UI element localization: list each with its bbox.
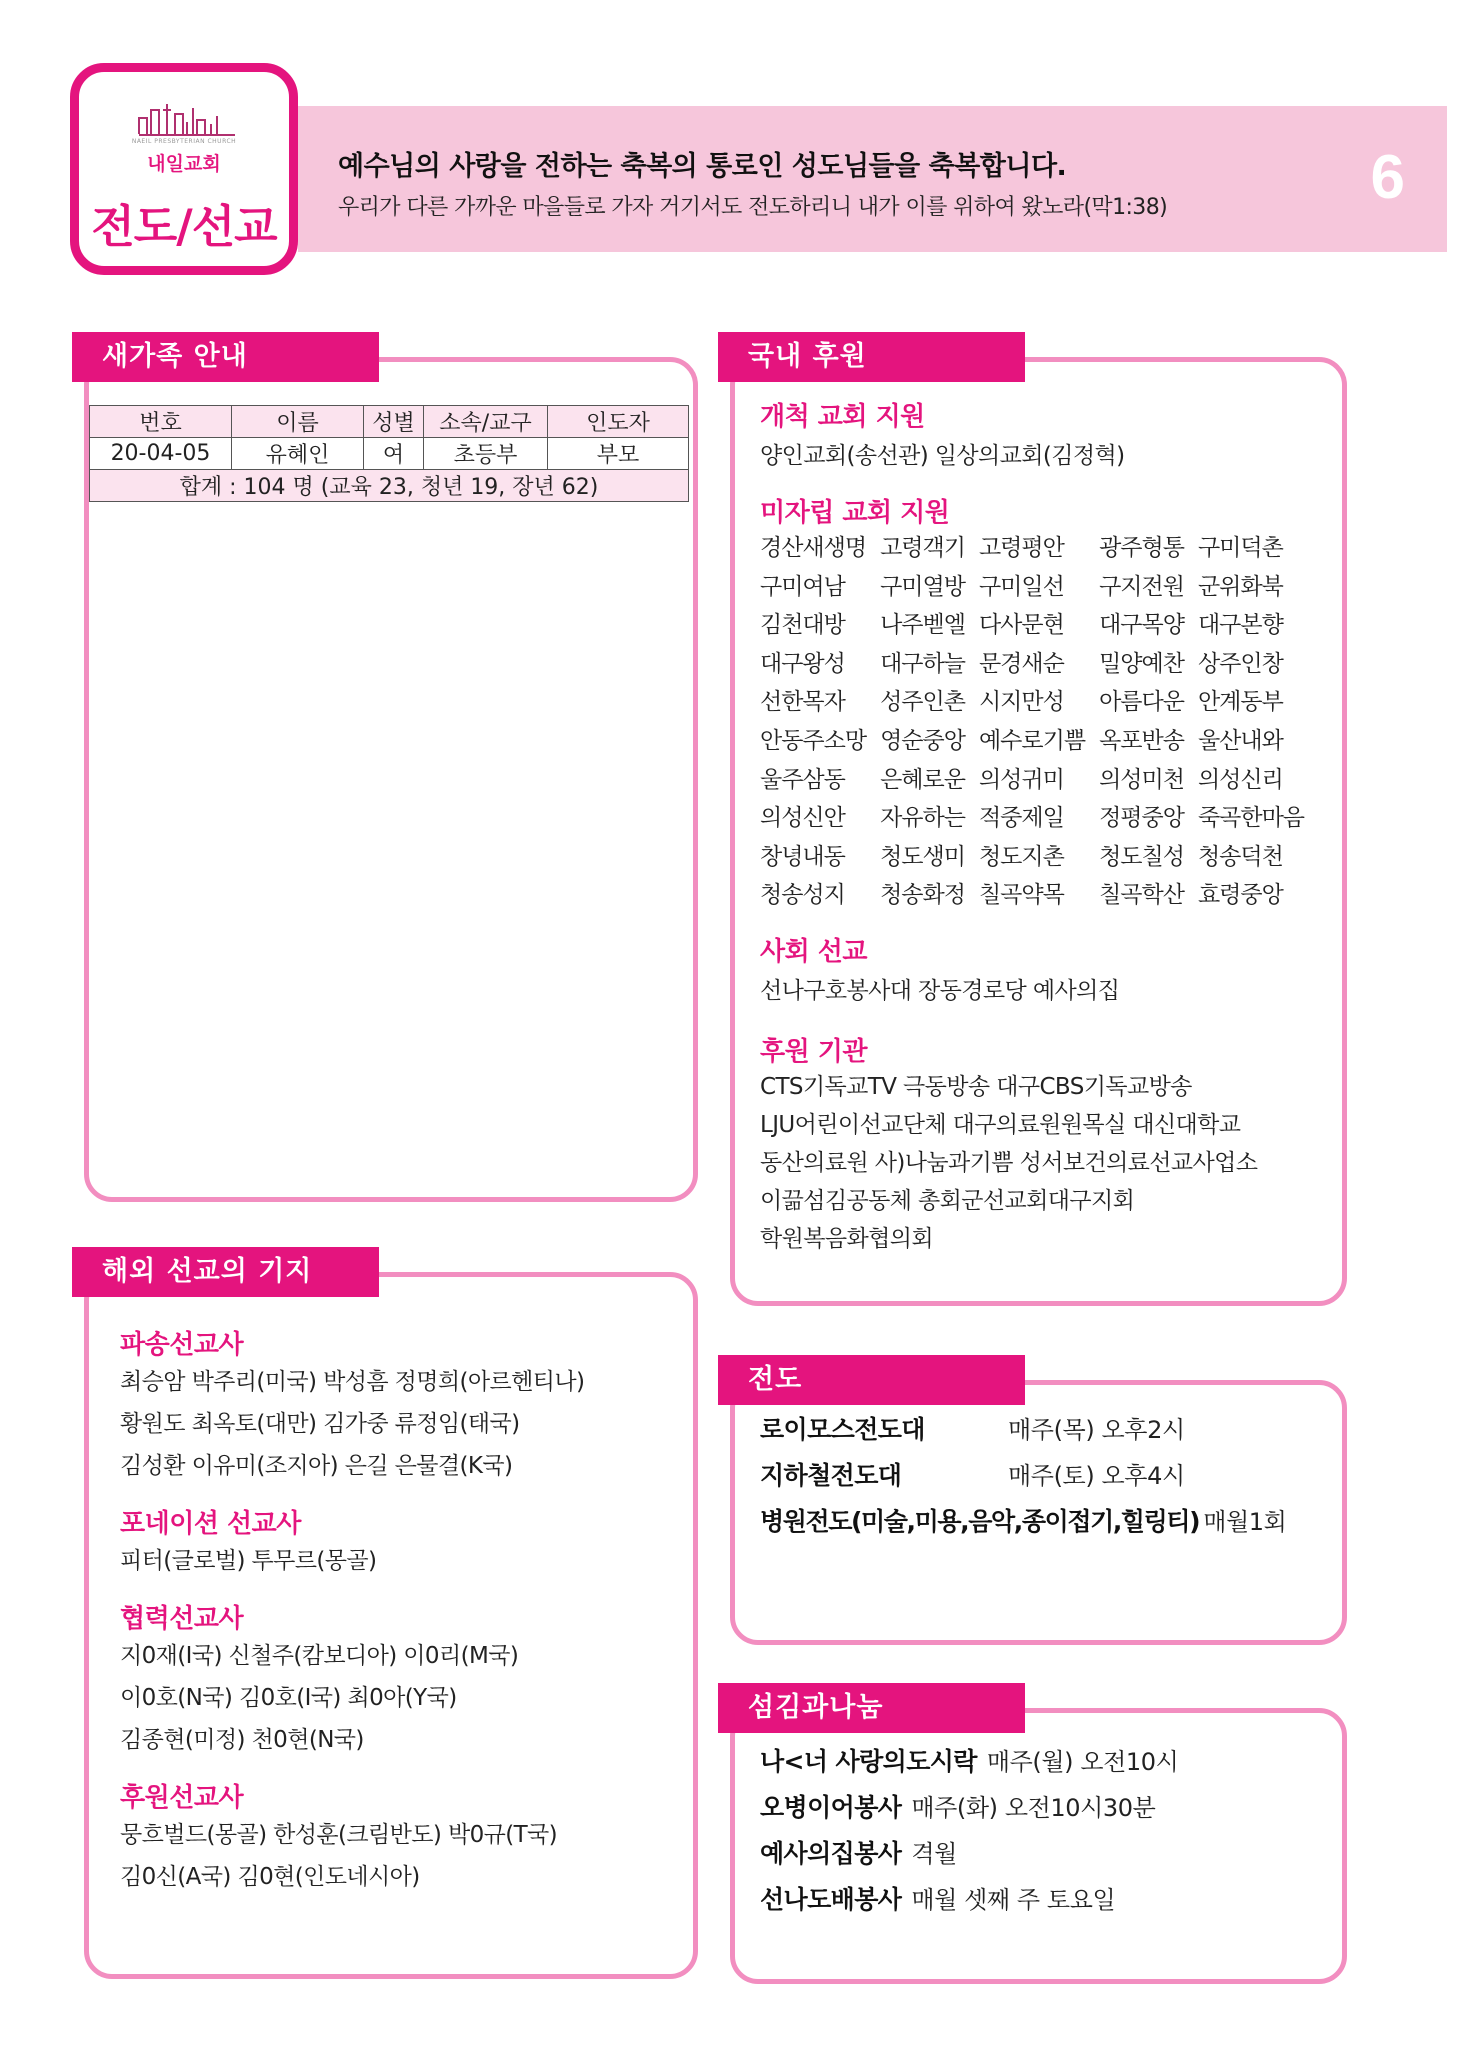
pioneer-title: 개척 교회 지원 bbox=[760, 402, 925, 432]
new-family-table bbox=[89, 405, 689, 502]
church-name: 청송성지 bbox=[760, 882, 845, 909]
church-name: 구미일선 bbox=[978, 573, 1064, 600]
church-name: 청송덕천 bbox=[1197, 843, 1283, 870]
service-schedule: 매주(화) 오전10시30분 bbox=[911, 1794, 1156, 1822]
church-name: 창녕내동 bbox=[760, 843, 845, 870]
col-name: 이름 bbox=[232, 406, 364, 438]
list-item: 동산의료원 사)나눔과기쁨 성서보건의료선교사업소 bbox=[760, 1149, 1258, 1176]
list-item: 김종현(미정) 천0현(N국) bbox=[120, 1727, 364, 1753]
church-name: 울산내와 bbox=[1197, 727, 1283, 754]
new-family-tag: 새가족 안내 bbox=[72, 332, 379, 382]
header-banner bbox=[298, 106, 1447, 252]
list-item: 학원복음화협의회 bbox=[760, 1225, 933, 1252]
evangelism-schedule: 매주(목) 오후2시 bbox=[1008, 1416, 1185, 1444]
logo-church-name: 내일교회 bbox=[147, 153, 221, 175]
header-blessing: 예수님의 사랑을 전하는 축복의 통로인 성도님들을 축복합니다. bbox=[338, 151, 1067, 182]
service-schedule: 매주(월) 오전10시 bbox=[986, 1748, 1179, 1776]
page-number: 6 bbox=[1370, 143, 1405, 212]
list-item bbox=[760, 1410, 1340, 1456]
church-name: 영순중앙 bbox=[880, 727, 965, 754]
church-name: 아름다운 bbox=[1099, 689, 1184, 716]
evangelism-label: 지하철전도대 bbox=[760, 1461, 902, 1490]
cell-gender: 여 bbox=[364, 438, 424, 470]
church-name: 나주벧엘 bbox=[880, 612, 965, 639]
church-name: 청도생미 bbox=[880, 843, 965, 870]
service-label: 나<너 사랑의도시락 bbox=[760, 1747, 977, 1776]
partner-missionary-title: 협력선교사 bbox=[120, 1604, 244, 1634]
church-name: 밀양예찬 bbox=[1099, 650, 1184, 677]
church-name: 시지만성 bbox=[978, 689, 1064, 716]
church-name: 대구본향 bbox=[1197, 612, 1283, 639]
support-org-list bbox=[760, 1068, 1340, 1258]
church-name: 구지전원 bbox=[1099, 573, 1184, 600]
church-name: 구미여남 bbox=[760, 573, 845, 600]
list-item bbox=[760, 1502, 1340, 1548]
church-name: 고령객기 bbox=[880, 535, 965, 561]
social-mission-title: 사회 선교 bbox=[760, 936, 868, 967]
church-name: 정평중앙 bbox=[1099, 805, 1184, 832]
church-name: 구미덕촌 bbox=[1197, 535, 1283, 561]
overseas-mission-tag: 해외 선교의 기지 bbox=[72, 1247, 379, 1297]
church-name: 문경새순 bbox=[978, 650, 1064, 677]
evangelism-label: 로이모스전도대 bbox=[760, 1415, 925, 1444]
church-name: 자유하는 bbox=[880, 805, 965, 832]
service-sharing-tag: 섬김과나눔 bbox=[718, 1683, 1025, 1733]
list-item bbox=[760, 1834, 1340, 1880]
list-item: 이끎섬김공동체 총회군선교회대구지회 bbox=[760, 1187, 1135, 1214]
list-item: 지0재(I국) 신철주(캄보디아) 이0리(M국) bbox=[120, 1643, 519, 1669]
evangelism-schedule: 매주(토) 오후4시 bbox=[1008, 1462, 1185, 1490]
church-name: 성주인촌 bbox=[880, 689, 965, 716]
church-name: 효령중앙 bbox=[1197, 882, 1283, 909]
table-header-row bbox=[90, 406, 689, 438]
church-name: 은혜로운 bbox=[880, 766, 965, 793]
list-item: 피터(글로벌) 투무르(몽골) bbox=[120, 1548, 377, 1574]
service-label: 오병이어봉사 bbox=[760, 1793, 902, 1822]
service-schedule: 매월 셋째 주 토요일 bbox=[911, 1886, 1116, 1914]
church-name: 칠곡약목 bbox=[978, 882, 1064, 909]
church-name: 의성신리 bbox=[1197, 766, 1283, 793]
service-label: 선나도배봉사 bbox=[760, 1885, 902, 1914]
church-logo-box bbox=[70, 63, 298, 275]
table-row bbox=[90, 438, 689, 470]
list-item: 최승암 박주리(미국) 박성흠 정명희(아르헨티나) bbox=[120, 1369, 585, 1395]
list-item: 뭉흐벌드(몽골) 한성훈(크림반도) 박0규(T국) bbox=[120, 1822, 558, 1848]
pioneer-text: 양인교회(송선관) 일상의교회(김정혁) bbox=[760, 443, 1125, 469]
church-name: 의성신안 bbox=[760, 805, 845, 832]
supported-missionary-title: 후원선교사 bbox=[120, 1783, 244, 1813]
church-name: 청도칠성 bbox=[1099, 843, 1184, 870]
church-name: 의성귀미 bbox=[978, 766, 1064, 793]
list-item: 황원도 최옥토(대만) 김가중 류정임(태국) bbox=[120, 1411, 520, 1437]
list-item: 김성환 이유미(조지아) 은길 은물결(K국) bbox=[120, 1453, 513, 1479]
col-gender: 성별 bbox=[364, 406, 424, 438]
church-name: 안동주소망 bbox=[760, 727, 867, 754]
church-name: 대구하늘 bbox=[880, 650, 965, 677]
cell-group: 초등부 bbox=[424, 438, 548, 470]
cell-guide: 부모 bbox=[548, 438, 689, 470]
church-name: 적중제일 bbox=[978, 805, 1064, 832]
church-name: 구미열방 bbox=[880, 573, 965, 600]
list-item bbox=[760, 1880, 1340, 1926]
church-name: 다사문현 bbox=[978, 612, 1064, 639]
col-number: 번호 bbox=[90, 406, 232, 438]
church-name: 선한목자 bbox=[760, 689, 845, 716]
service-list bbox=[760, 1742, 1340, 1926]
list-item bbox=[760, 1742, 1340, 1788]
church-name: 상주인창 bbox=[1197, 650, 1283, 677]
page-title: 전도/선교 bbox=[91, 200, 277, 253]
list-item bbox=[760, 1788, 1340, 1834]
church-name: 의성미천 bbox=[1099, 766, 1184, 793]
col-group: 소속/교구 bbox=[424, 406, 548, 438]
cell-number: 20-04-05 bbox=[90, 438, 232, 470]
church-name: 청송화정 bbox=[880, 882, 965, 909]
header-scripture: 우리가 다른 가까운 마을들로 가자 거기서도 전도하리니 내가 이를 위하여 왔노라(막1:38) bbox=[338, 195, 1168, 220]
church-name: 대구목양 bbox=[1099, 612, 1184, 639]
church-name: 죽곡한마음 bbox=[1197, 805, 1305, 832]
list-item: 김0신(A국) 김0현(인도네시아) bbox=[120, 1864, 420, 1890]
church-name: 옥포반송 bbox=[1099, 727, 1184, 754]
church-name: 광주형통 bbox=[1099, 535, 1184, 561]
domestic-support-tag: 국내 후원 bbox=[718, 332, 1025, 382]
list-item: 이0호(N국) 김0호(I국) 최0아(Y국) bbox=[120, 1685, 457, 1711]
list-item: CTS기독교TV 극동방송 대구CBS기독교방송 bbox=[760, 1073, 1192, 1100]
support-org-title: 후원 기관 bbox=[760, 1036, 868, 1067]
church-name: 군위화북 bbox=[1197, 573, 1283, 600]
church-name: 김천대방 bbox=[760, 612, 845, 639]
cell-name: 유혜인 bbox=[232, 438, 364, 470]
sent-missionary-title: 파송선교사 bbox=[120, 1330, 244, 1360]
church-name: 대구왕성 bbox=[760, 650, 845, 677]
evangelism-label: 병원전도(미술,미용,음악,종이접기,힐링티) bbox=[760, 1507, 1200, 1536]
evangelism-list bbox=[760, 1410, 1340, 1548]
table-summary-row bbox=[90, 470, 689, 502]
service-schedule: 격월 bbox=[911, 1840, 957, 1868]
overseas-content bbox=[120, 1324, 680, 1898]
church-name: 칠곡학산 bbox=[1099, 882, 1184, 909]
social-mission-text: 선나구호봉사대 장동경로당 예사의집 bbox=[760, 977, 1120, 1004]
fornation-missionary-title: 포네이션 선교사 bbox=[120, 1509, 301, 1539]
church-name: 울주삼동 bbox=[760, 766, 845, 793]
church-skyline-icon bbox=[137, 102, 237, 136]
domestic-content bbox=[760, 396, 1340, 1258]
unestablished-title: 미자립 교회 지원 bbox=[760, 498, 950, 528]
col-guide: 인도자 bbox=[548, 406, 689, 438]
unestablished-church-grid bbox=[760, 529, 1340, 915]
church-name: 경산새생명 bbox=[760, 535, 867, 561]
service-label: 예사의집봉사 bbox=[760, 1839, 902, 1868]
church-name: 고령평안 bbox=[978, 535, 1064, 561]
list-item bbox=[760, 1456, 1340, 1502]
list-item: LJU어린이선교단체 대구의료원원목실 대신대학교 bbox=[760, 1111, 1241, 1138]
church-name: 청도지촌 bbox=[978, 843, 1064, 870]
church-name: 예수로기쁨 bbox=[978, 727, 1086, 754]
church-name: 안계동부 bbox=[1197, 689, 1283, 716]
evangelism-schedule: 매월1회 bbox=[1203, 1508, 1287, 1536]
evangelism-tag: 전도 bbox=[718, 1355, 1025, 1405]
logo-english-name: NAEIL PRESBYTERIAN CHURCH bbox=[131, 138, 237, 145]
summary-cell: 합계 : 104 명 (교육 23, 청년 19, 장년 62) bbox=[90, 470, 689, 502]
